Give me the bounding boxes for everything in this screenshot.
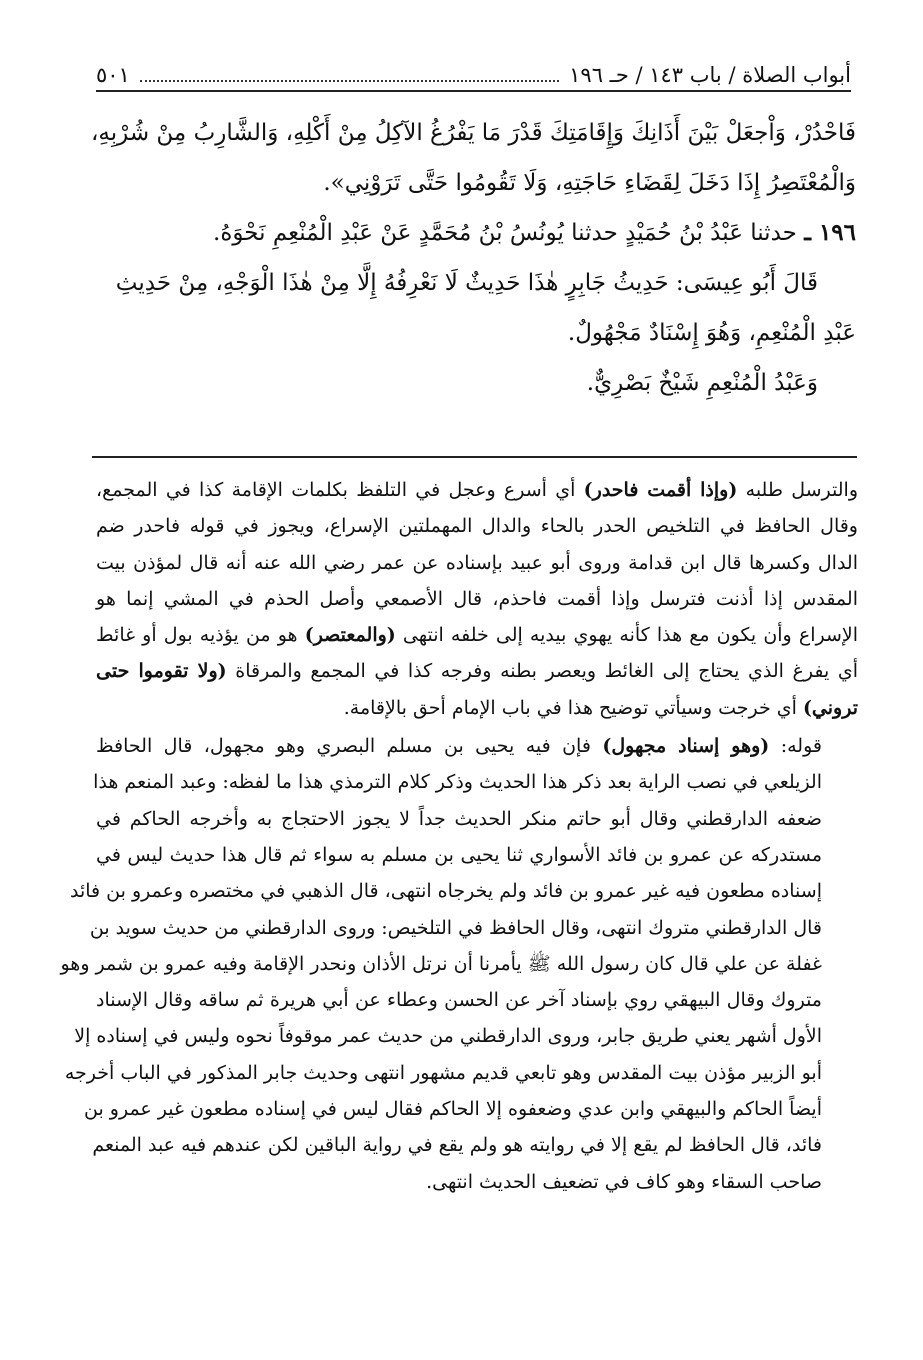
footnote-line <box>84 1091 858 1127</box>
footnote-line <box>92 1127 858 1163</box>
footnote-separator <box>92 456 857 458</box>
footnote-text: غفلة عن علي قال كان رسول الله ﷺ يأمرنا أن نرتل الأذان ونحدر الإقامة وفيه عمرو بن شمر وهو <box>60 952 822 975</box>
footnote-text: الدال وكسرها قال ابن قدامة وروى أبو عبيد بإسناده عن عمر رضي الله عنه أنه قال لمؤذن بيت <box>96 551 858 574</box>
footnote-line <box>96 801 858 837</box>
footnotes <box>60 472 859 1200</box>
footnote-line <box>89 910 858 946</box>
hadith-text <box>91 108 856 408</box>
footnote-text: وقال الحافظ في التلخيص الحدر بالحاء والدال المهملتين الإسراع، ويجوز في قوله فاحدر ضم <box>96 515 858 538</box>
footnote-text: الزيلعي في نصب الراية بعد ذكر هذا الحديث وذكر كلام الترمذي هذا ما لفظه: وعبد المنعم هذا <box>93 771 822 794</box>
footnote-line <box>60 946 858 982</box>
quoted-phrase: تروني) <box>802 696 858 719</box>
footnote-text: الأول أشهر يعني طريق جابر، وروى الدارقطني من حديث عمر موقوفاً نحوه وليس في إسناده إلا <box>74 1025 822 1048</box>
quoted-phrase: (ولا تقوموا حتى <box>96 660 227 683</box>
footnote-text: أيضاً الحاكم والبيهقي وابن عدي وضعفوه إلا الحاكم فقال ليس في إسناده مطعون غير عمرو بن <box>84 1098 822 1121</box>
hadith-line: فَاحْدُرْ، وَاْجعَلْ بَيْنَ أَذَانِكَ وَإِقَامَتِكَ قَدْرَ مَا يَفْرُغُ الآكِلُ مِنْ أَكْلِهِ، وَالشَّارِبُ مِنْ شُرْبِهِ، <box>91 120 856 146</box>
quoted-phrase: (وهو إسناد مجهول) <box>602 735 770 758</box>
footnote-text: المقدس إذا أذنت فترسل وإذا أقمت فاحذم، قال الأصمعي وأصل الحذم في المشي إنما هو <box>96 587 858 610</box>
footnote-line <box>69 873 858 909</box>
hadith-chain: حدثنا عَبْدُ بْنُ حُمَيْدٍ حدثنا يُونُسُ بْنُ مُحَمَّدٍ عَنْ عَبْدِ الْمُنْعِمِ نَحْوَهُ. <box>213 220 797 246</box>
footnote-text: والترسل طلبه <box>737 479 859 501</box>
hadith-number: ١٩٦ ـ <box>804 219 856 246</box>
page-number: ٥٠١ <box>96 63 130 87</box>
hadith-line: وَالْمُعْتَصِرُ إِذَا دَخَلَ لِقَضَاءِ حَاجَتِهِ، وَلَا تَقُومُوا حَتَّى تَرَوْنِي». <box>323 170 856 196</box>
footnote-line <box>64 1055 858 1091</box>
footnote-text: أي خرجت وسيأتي توضيح هذا في باب الإمام أحق بالإقامة. <box>343 696 803 719</box>
footnote-text: أبو الزبير مؤذن بيت المقدس وهو تابعي قديم مشهور انتهى وحديث جابر المذكور في الباب أخرجه <box>64 1061 822 1084</box>
running-header <box>96 54 851 92</box>
footnote-text: أي يفرغ الذي يحتاج إلى الغائط ويعصر بطنه وفرجه كذا في المجمع والمرقاة <box>226 660 858 683</box>
footnote-text: فائد، قال الحافظ لم يقع إلا في روايته هو ولم يقع في رواية الباقين لكن عندهم فيه عبد المنعم <box>92 1134 822 1157</box>
commentary-line: وَعَبْدُ الْمُنْعِمِ شَيْخٌ بَصْرِيٌّ. <box>586 370 818 396</box>
footnote-line <box>74 1018 858 1054</box>
footnote-paragraph <box>96 472 858 726</box>
commentary-line: عَبْدِ الْمُنْعِمِ، وَهُوَ إِسْنَادٌ مَجْهُولٌ. <box>567 320 856 346</box>
footnote-line <box>96 581 858 617</box>
footnote-text: قال الدارقطني متروك انتهى، وقال الحافظ في التلخيص: وروى الدارقطني من حديث سويد بن <box>89 916 822 939</box>
footnote-line <box>96 653 858 689</box>
footnote-text: قوله: <box>769 735 822 758</box>
footnote-paragraph <box>60 728 858 1200</box>
hadith-chain-line <box>96 208 856 258</box>
footnote-line <box>96 545 858 581</box>
footnote-line <box>96 508 858 544</box>
footnote-text: مستدركه عن عمرو بن فائد الأسواري ثنا يحيى بن مسلم به سواء ثم قال هذا حديث ليس في <box>96 843 822 866</box>
footnote-line <box>96 617 858 653</box>
footnote-line <box>96 690 858 726</box>
quoted-phrase: (والمعتصر) <box>304 624 396 647</box>
leader-dots <box>140 79 559 82</box>
footnote-text: فإن فيه يحيى بن مسلم البصري وهو مجهول، قال الحافظ <box>96 735 603 758</box>
footnote-line <box>96 837 858 873</box>
footnote-line <box>96 982 858 1018</box>
footnote-line <box>96 728 858 764</box>
footnote-line <box>96 472 858 508</box>
running-title: أبواب الصلاة / باب ١٤٣ / حـ ١٩٦ <box>569 63 851 87</box>
footnote-text: متروك وقال البيهقي روي بإسناد آخر عن الحسن وعطاء عن أبي هريرة ثم ساقه وقال الإسناد <box>96 989 822 1012</box>
footnote-line <box>96 1164 858 1200</box>
footnote-text: الإسراع وأن يكون مع هذا كأنه يهوي بيديه إلى خلفه انتهى <box>395 624 858 647</box>
footnote-text: ضعفه الدارقطني وقال أبو حاتم منكر الحديث جداً لا يجوز الاحتجاج به وأخرجه الحاكم في <box>96 807 822 830</box>
footnote-text: صاحب السقاء وهو كاف في تضعيف الحديث انتهى. <box>426 1170 822 1193</box>
footnote-text: إسناده مطعون فيه غير عمرو بن فائد ولم يخرجاه انتهى، قال الذهبي في مختصره وعمرو بن فائد <box>69 880 822 903</box>
commentary-line: قَالَ أَبُو عِيسَى: حَدِيثُ جَابِرٍ هٰذَا حَدِيثٌ لَا نَعْرِفُهُ إِلَّا مِنْ هٰذَا الْوَجْهِ، مِنْ حَدِيثِ <box>115 270 818 296</box>
quoted-phrase: (وإذا أقمت فاحدر) <box>583 479 738 501</box>
footnote-text: أي أسرع وعجل في التلفظ بكلمات الإقامة كذا في المجمع، <box>96 479 584 501</box>
footnote-line <box>93 764 858 800</box>
footnote-text: هو من يؤذيه بول أو غائط <box>96 624 305 647</box>
